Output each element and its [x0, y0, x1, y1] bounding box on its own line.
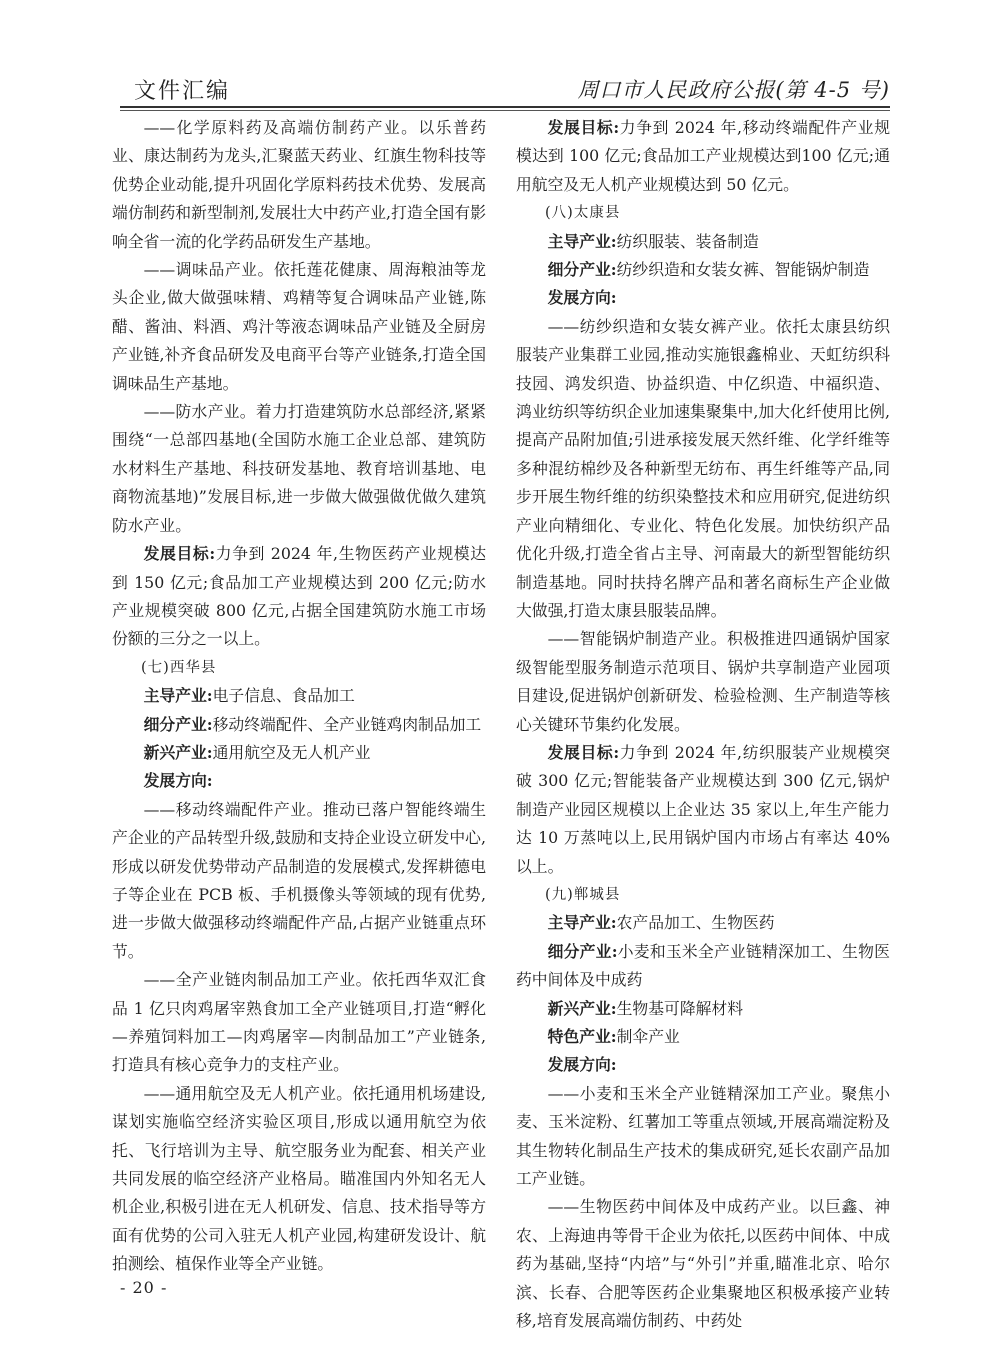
paragraph-label: 主导产业: — [547, 913, 617, 933]
paragraph-text: 生物基可降解材料 — [616, 998, 744, 1018]
left-column — [112, 114, 486, 1279]
body-paragraph: ——调味品产业。依托莲花健康、周海粮油等龙头企业,做大做强味精、鸡精等复合调味品产业链,陈醋、酱油、料酒、鸡汁等液态调味品产业链及全厨房产业链,补齐食品研发及电商平台等产业链条,打造全国调味品生产基地。 — [112, 260, 486, 393]
labeled-paragraph — [516, 739, 890, 881]
paragraph-text: 移动终端配件、全产业链鸡肉制品加工 — [212, 714, 482, 734]
body-paragraph: ——防水产业。着力打造建筑防水总部经济,紧紧围绕“一总部四基地(全国防水施工企业总部、建筑防水材料生产基地、科技研发基地、教育培训基地、电商物流基地)”发展目标,进一步做大做强做优做久建筑防水产业。 — [112, 402, 486, 535]
paragraph-text: 纺织服装、装备制造 — [616, 231, 759, 251]
labeled-paragraph — [112, 739, 486, 767]
paragraph-label: 主导产业: — [547, 231, 617, 251]
paragraph-text: 小麦和玉米全产业链精深加工、生物医药中间体及中成药 — [516, 941, 890, 990]
paragraph-label: 细分产业: — [547, 941, 618, 961]
labeled-paragraph — [516, 909, 890, 937]
paragraph-label: 发展方向: — [547, 288, 617, 308]
paragraph-label: 新兴产业: — [143, 742, 213, 762]
paragraph-text: 力争到 2024 年,生物医药产业规模达到 150 亿元;食品加工产业规模达到 200 亿元;防水产业规模突破 800 亿元,占据全国建筑防水施工市场份额的三分之一以上。 — [112, 544, 486, 649]
header-rule-thin — [120, 110, 890, 111]
header-publication-title: 周口市人民政府公报(第 4-5 号) — [577, 78, 890, 102]
labeled-paragraph — [112, 682, 486, 710]
running-header — [120, 74, 890, 106]
body-paragraph: ——小麦和玉米全产业链精深加工产业。聚焦小麦、玉米淀粉、红薯加工等重点领域,开展高端淀粉及其生物转化制品生产技术的集成研究,延长农副产品加工产业链。 — [516, 1083, 890, 1189]
labeled-paragraph — [112, 540, 486, 654]
section-heading: (九)郸城县 — [545, 886, 621, 903]
paragraph-label: 发展目标: — [143, 544, 216, 564]
labeled-paragraph — [516, 228, 890, 256]
paragraph-text: 农产品加工、生物医药 — [616, 913, 775, 933]
paragraph-text: 通用航空及无人机产业 — [212, 742, 371, 762]
labeled-paragraph — [516, 284, 890, 312]
paragraph-label: 主导产业: — [143, 686, 213, 706]
paragraph-label: 细分产业: — [547, 260, 617, 280]
paragraph-label: 新兴产业: — [547, 998, 617, 1018]
right-column — [516, 114, 890, 1335]
body-paragraph: ——移动终端配件产业。推动已落户智能终端生产企业的产品转型升级,鼓励和支持企业设立研发中心,形成以研发优势带动产品制造的发展模式,发挥耕德电子等企业在 PCB 板、手机摄像头等领域的现有优势,进一步做大做强移动终端配件产品,占据产业链重点环节。 — [112, 799, 486, 961]
body-paragraph: ——生物医药中间体及中成药产业。以巨鑫、神农、上海迪冉等骨干企业为依托,以医药中间体、中成药为基础,坚持“内培”与“外引”并重,瞄准北京、哈尔滨、长春、合肥等医药企业集聚地区积极承接产业转移,培育发展高端仿制药、中药处 — [516, 1197, 890, 1331]
labeled-paragraph — [112, 711, 486, 739]
body-paragraph: ——智能锅炉制造产业。积极推进四通锅炉国家级智能型服务制造示范项目、锅炉共享制造产业园项目建设,促进锅炉创新研发、检验检测、生产制造等核心关键环节集约化发展。 — [516, 629, 890, 734]
paragraph-text: 力争到 2024 年,移动终端配件产业规模达到 100 亿元;食品加工产业规模达到100 亿元;通用航空及无人机产业规模达到 50 亿元。 — [516, 118, 890, 194]
header-section-title: 文件汇编 — [134, 79, 231, 104]
labeled-paragraph — [516, 938, 890, 995]
body-paragraph: ——全产业链肉制品加工产业。依托西华双汇食品 1 亿只肉鸡屠宰熟食加工全产业链项目,打造“孵化—养殖饲料加工—肉鸡屠宰—肉制品加工”产业链条,打造具有核心竞争力的支柱产业。 — [112, 970, 486, 1075]
paragraph-label: 发展方向: — [547, 1055, 617, 1075]
labeled-paragraph — [516, 114, 890, 199]
body-paragraph: ——化学原料药及高端仿制药产业。以乐普药业、康达制药为龙头,汇聚蓝天药业、红旗生物科技等优势企业动能,提升巩固化学原料药技术优势、发展高端仿制药和新型制剂,发展壮大中药产业,打造全国有影响全省一流的化学药品研发生产基地。 — [112, 118, 486, 251]
paragraph-label: 细分产业: — [143, 714, 213, 734]
paragraph-label: 特色产业: — [547, 1027, 617, 1046]
paragraph-text: 制伞产业 — [616, 1027, 680, 1046]
paragraph-text: 电子信息、食品加工 — [212, 686, 355, 706]
labeled-paragraph — [516, 995, 890, 1023]
body-paragraph: ——通用航空及无人机产业。依托通用机场建设,谋划实施临空经济实验区项目,形成以通用航空为依托、飞行培训为主导、航空服务业为配套、相关产业共同发展的临空经济产业格局。瞄准国内外知名无人机企业,积极引进在无人机研发、信息、技术指导等方面有优势的公司入驻无人机产业园,构建研发设计、航拍测绘、植保作业等全产业链。 — [112, 1083, 486, 1274]
labeled-paragraph — [516, 1051, 890, 1079]
paragraph-label: 发展目标: — [547, 742, 620, 762]
body-paragraph: ——纺纱织造和女装女裤产业。依托太康县纺织服装产业集群工业园,推动实施银鑫棉业、天虹纺织科技园、鸿发织造、协益织造、中亿织造、中福织造、鸿业纺织等纺织企业加速集聚集中,加大化纤使用比例,提高产品附加值;引进承接发展天然纤维、化学纤维等多种混纺棉纱及各种新型无纺布、再生纤维等产品,同步开展生物纤维的纺织染整技术和应用研究,促进纺织产业向精细化、专业化、特色化发展。加快纺织产品优化升级,打造全省占主导、河南最大的新型智能纺织制造基地。同时扶持名牌产品和著名商标生产企业做大做强,打造太康县服装品牌。 — [516, 316, 890, 620]
labeled-paragraph — [516, 256, 890, 284]
page-number: - 20 - — [120, 1278, 168, 1297]
header-rule-thick — [120, 106, 890, 108]
labeled-paragraph — [112, 767, 486, 795]
paragraph-text: 力争到 2024 年,纺织服装产业规模突破 300 亿元;智能装备产业规模达到 300 亿元,锅炉制造产业园区规模以上企业达 35 家以上,年生产能力达 10 万蒸吨以上,民用锅炉国内市场占有率达 40%以上。 — [516, 742, 890, 876]
paragraph-text: 纺纱织造和女装女裤、智能锅炉制造 — [616, 260, 870, 280]
paragraph-label: 发展目标: — [547, 118, 620, 137]
section-heading: (八)太康县 — [545, 205, 621, 222]
paragraph-label: 发展方向: — [143, 771, 213, 791]
labeled-paragraph — [516, 1023, 890, 1051]
section-heading: (七)西华县 — [141, 659, 217, 676]
